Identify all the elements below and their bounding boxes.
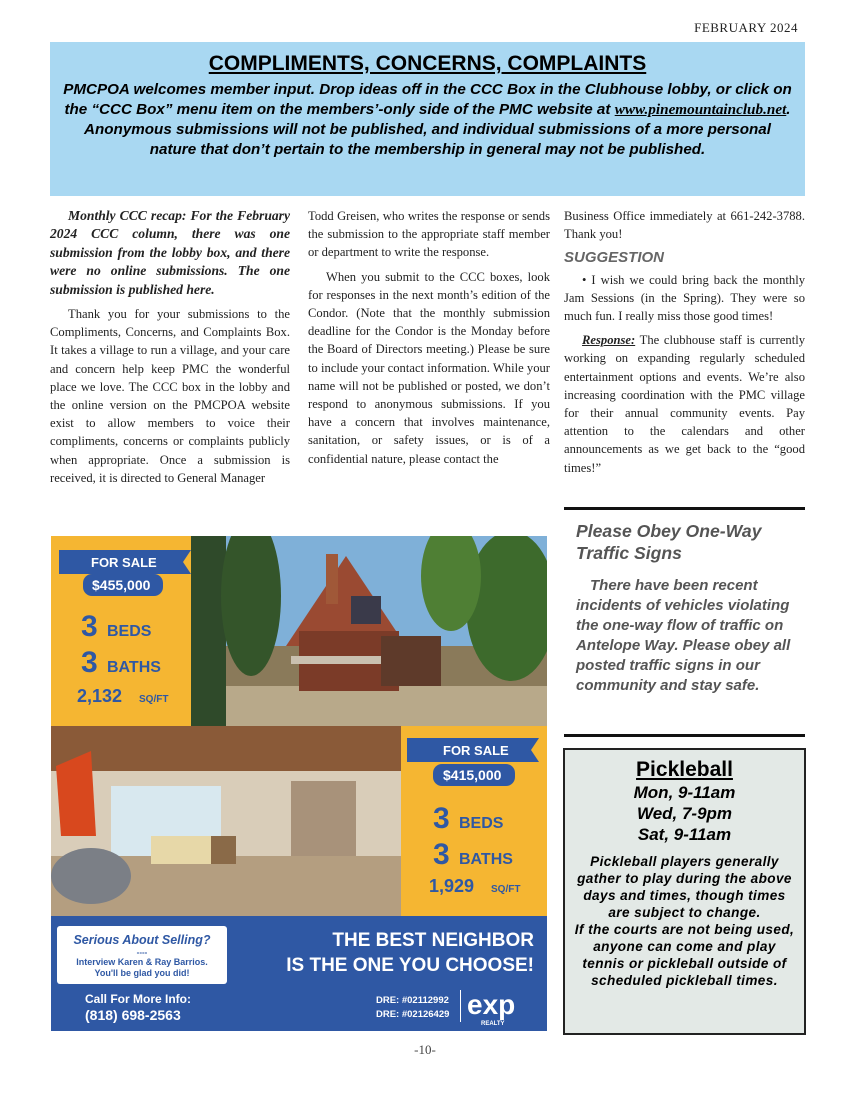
listing2-baths: 3 — [433, 838, 450, 871]
listing2-beds-label: BEDS — [459, 815, 504, 832]
listing1-sqft: 2,132 — [77, 686, 123, 706]
divider-top — [564, 507, 805, 510]
listing2-beds: 3 — [433, 802, 450, 835]
listing2-baths-label: BATHS — [459, 851, 513, 868]
article-column-1 — [50, 207, 290, 487]
response-body: The clubhouse staff is currently working on expanding regularly scheduled entertainment options and events. We’re also increasing coordination with the PMC village for their annual community events. Pay attention to the calendars and other announcements as we get back to the “good times!” — [564, 333, 805, 475]
ccc-recap: Monthly CCC recap: For the February 2024 CCC column, there was one submission from the lobby box, and there were no online submissions. The one submission is published here. — [50, 208, 290, 297]
dre-license-1: DRE: #02112992 — [376, 995, 449, 1006]
card-dash: ---- — [136, 948, 148, 957]
pickleball-text-1: Pickleball players generally gather to play during the above days and times, though times are subject to change. — [577, 854, 792, 920]
card-line-1: Interview Karen & Ray Barrios. — [76, 957, 208, 967]
divider-bottom — [564, 734, 805, 737]
call-label: Call For More Info: — [85, 992, 191, 1006]
article-para-2-cont: Business Office immediately at 661-242-3788. Thank you! — [564, 209, 805, 242]
pickleball-schedule — [565, 782, 804, 845]
pickleball-text-2: If the courts are not being used, anyone can come and play tennis or pickleball outside of scheduled pickleball times. — [574, 922, 795, 988]
banner-text — [62, 80, 793, 160]
page-number: -10- — [414, 1042, 436, 1057]
banner-title: COMPLIMENTS, CONCERNS, COMPLAINTS — [208, 52, 647, 75]
pickleball-title: Pickleball — [636, 758, 733, 781]
issue-date: FEBRUARY 2024 — [694, 20, 798, 35]
listing1-beds: 3 — [81, 610, 98, 643]
card-line-2: You'll be glad you did! — [94, 968, 190, 978]
brand-divider — [460, 990, 461, 1022]
schedule-wednesday: Wed, 7-9pm — [636, 804, 733, 823]
oneway-notice — [576, 520, 801, 696]
listing1-beds-label: BEDS — [107, 623, 152, 640]
real-estate-ad — [51, 536, 547, 1031]
brand-sub: REALTY — [481, 1021, 505, 1027]
call-phone: (818) 698-2563 — [85, 1007, 181, 1023]
dre-license-2: DRE: #02126429 — [376, 1009, 450, 1020]
listing1-sqft-label: SQ/FT — [139, 694, 169, 705]
ccc-banner — [50, 42, 805, 196]
slogan-line-1: THE BEST NEIGHBOR — [332, 930, 534, 951]
article-column-2 — [308, 207, 550, 468]
ad-graphic — [51, 536, 547, 1031]
article-column-3 — [564, 207, 805, 477]
listing1-price: $455,000 — [92, 577, 151, 593]
response-text — [564, 331, 805, 477]
listing2-sqft-label: SQ/FT — [491, 884, 521, 895]
house-photo-2 — [51, 726, 401, 916]
listing2-price: $415,000 — [443, 767, 502, 783]
listing1-tag: FOR SALE — [91, 555, 157, 570]
article-para-1: Thank you for your submissions to the Compliments, Concerns, and Complaints Box. It takes a village to run a village, and your care and concern help keep PMC the wonderful place we love. The CCC box in the lobby and the online version on the PMCPOA website exist to allow members to voice their compliments, concerns or complaints publicly when appropriate. Once a submission is received, it is directed to General Manager — [50, 307, 290, 485]
article-para-2: When you submit to the CCC boxes, look for responses in the next month’s edition of the Condor. (Note that the monthly submission deadline for the Condor is the Monday before the Board of Directors meeting.) Please be sure to include your contact information. While your name will not be published or posted, we don’t respond to anonymous submissions. If you have a concern that involves maintenance, sanitation, or safety issues, or is of a confidential nature, please contact the — [308, 269, 550, 466]
listing1-baths: 3 — [81, 646, 98, 679]
website-link[interactable]: www.pinemountainclub.net — [614, 101, 787, 118]
brand-logo: exp — [467, 989, 516, 1020]
schedule-monday: Mon, 9-11am — [633, 783, 736, 802]
oneway-text: There have been recent incidents of vehicles violating the one-way flow of traffic on Antelope Way. Please obey all posted traffic signs in our community and stay safe. — [576, 577, 791, 694]
listing2-tag: FOR SALE — [443, 743, 509, 758]
oneway-title: Please Obey One-Way Traffic Signs — [576, 521, 762, 563]
listing2-sqft: 1,929 — [429, 876, 475, 896]
banner-text-start: PMCPOA welcomes member input. Drop ideas off in the CCC Box in the Clubhouse lobby, or click on the “CCC Box” menu item on the members’-only side of the PMC website at — [63, 81, 792, 118]
pickleball-box — [563, 748, 806, 1035]
listing1-baths-label: BATHS — [107, 659, 161, 676]
card-title: Serious About Selling? — [73, 933, 211, 947]
slogan-line-2: IS THE ONE YOU CHOOSE! — [286, 955, 534, 976]
response-label: Response: — [582, 333, 636, 348]
suggestion-heading: SUGGESTION — [564, 249, 665, 267]
schedule-saturday: Sat, 9-11am — [637, 825, 732, 844]
suggestion-text: • I wish we could bring back the monthly Jam Sessions (in the Spring). They were so much fun. I really miss those good times! — [564, 272, 805, 324]
article-para-1-cont: Todd Greisen, who writes the response or sends the submission to the appropriate staff member or department to write the response. — [308, 209, 550, 260]
house-photo-1 — [191, 536, 547, 726]
banner-text-end: . Anonymous submissions will not be published, and individual submissions of a more personal nature that don’t pertain to the membership in general may not be published. — [84, 101, 791, 158]
